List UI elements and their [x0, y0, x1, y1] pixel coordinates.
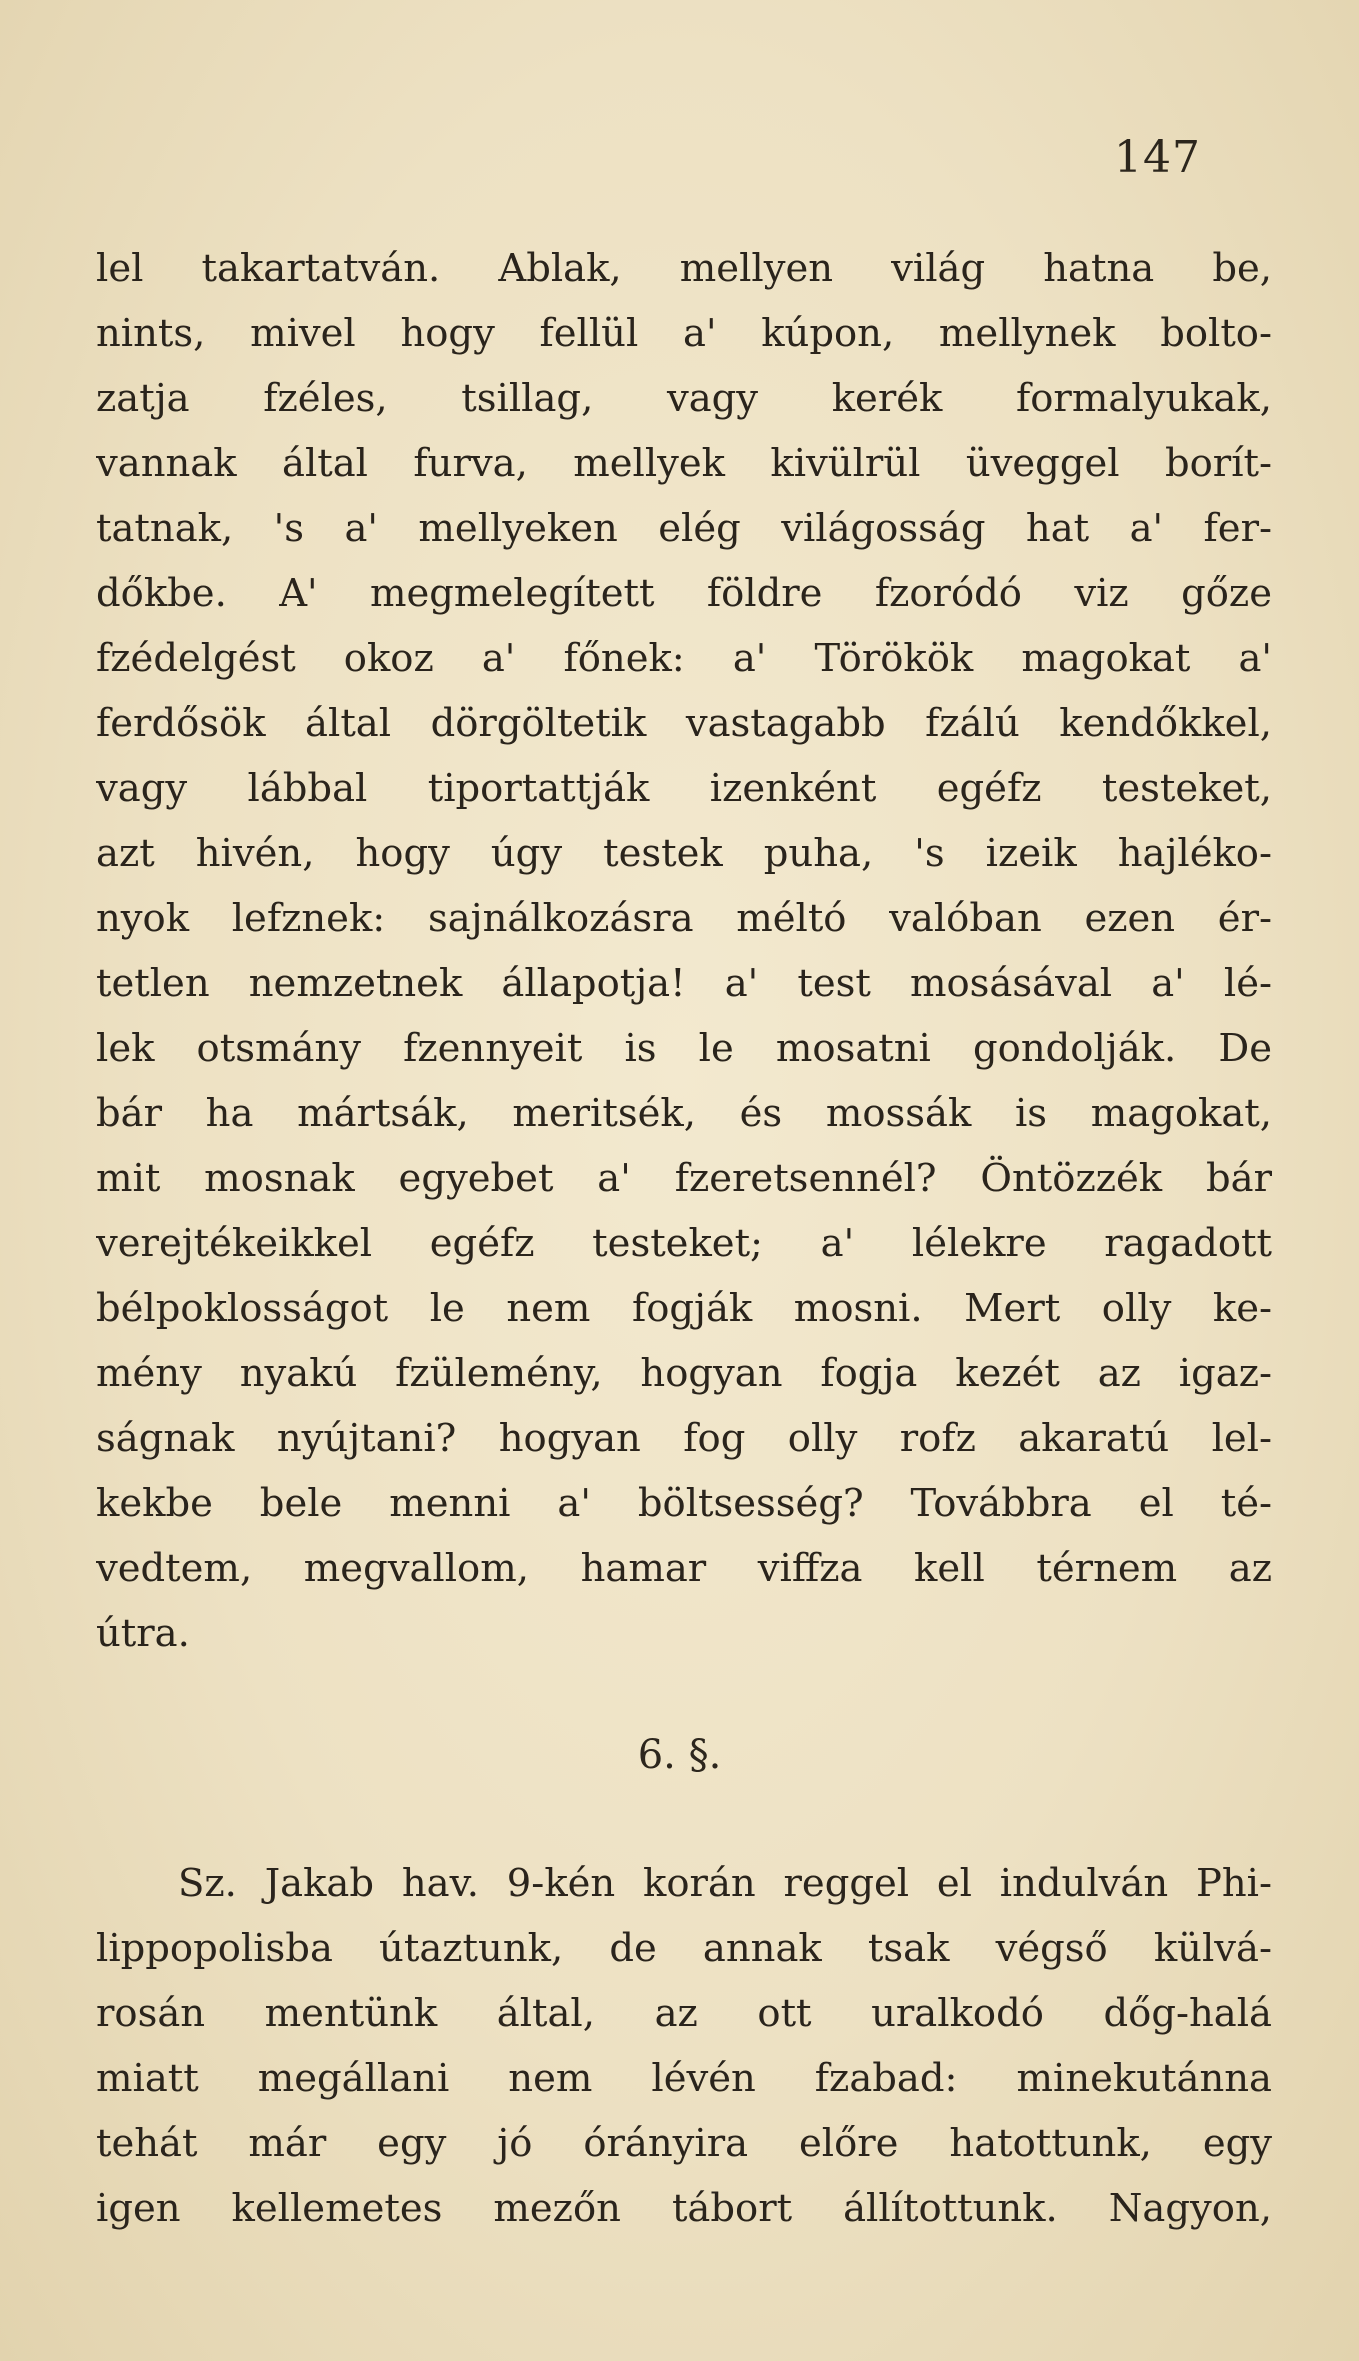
text-line: mény nyakú fzülemény, hogyan fogja kezét az igaz-: [96, 1351, 1272, 1396]
paragraph-2: [96, 1851, 1272, 2241]
text-line: miatt megállani nem lévén fzabad: minekutánna: [96, 2056, 1272, 2101]
text-line: vannak által furva, mellyek kivülrül üveggel borít-: [96, 441, 1272, 486]
text-line: rosán mentünk által, az ott uralkodó dőg-halá: [96, 1991, 1272, 2036]
text-line: zatja fzéles, tsillag, vagy kerék formalyukak,: [96, 376, 1272, 421]
text-line: kekbe bele menni a' böltsesség? Továbbra el té-: [96, 1481, 1272, 1526]
text-line: útra.: [96, 1611, 190, 1656]
text-line: vedtem, megvallom, hamar viffza kell térnem az: [96, 1546, 1272, 1591]
text-line: bár ha mártsák, meritsék, és mossák is magokat,: [96, 1091, 1272, 1136]
text-line: ságnak nyújtani? hogyan fog olly rofz akaratú lel-: [96, 1416, 1272, 1461]
text-line: fzédelgést okoz a' főnek: a' Törökök magokat a': [96, 636, 1272, 681]
text-line: tehát már egy jó órányira előre hatottunk, egy: [96, 2121, 1272, 2166]
text-line: bélpoklosságot le nem fogják mosni. Mert olly ke-: [96, 1286, 1272, 1331]
section-heading: 6. §.: [637, 1732, 722, 1778]
text-line: verejtékeikkel egéfz testeket; a' lélekre ragadott: [96, 1221, 1272, 1266]
text-line: tatnak, 's a' mellyeken elég világosság hat a' fer-: [96, 506, 1272, 551]
text-line: lippopolisba útaztunk, de annak tsak végső külvá-: [96, 1926, 1272, 1971]
text-line: azt hivén, hogy úgy testek puha, 's izeik hajléko-: [96, 831, 1272, 876]
text-line: tetlen nemzetnek állapotja! a' test mosásával a' lé-: [96, 961, 1272, 1006]
text-line: igen kellemetes mezőn tábort állítottunk. Nagyon,: [96, 2186, 1272, 2231]
text-line: vagy lábbal tiportattják izenként egéfz testeket,: [96, 766, 1272, 811]
text-line: lel takartatván. Ablak, mellyen világ hatna be,: [96, 246, 1272, 291]
paragraph-1: [96, 236, 1272, 1666]
text-line: ferdősök által dörgöltetik vastagabb fzálú kendőkkel,: [96, 701, 1272, 746]
text-line: nints, mivel hogy fellül a' kúpon, mellynek bolto-: [96, 311, 1272, 356]
text-line: nyok lefznek: sajnálkozásra méltó valóban ezen ér-: [96, 896, 1272, 941]
text-line: mit mosnak egyebet a' fzeretsennél? Öntözzék bár: [96, 1156, 1272, 1201]
text-line: Sz. Jakab hav. 9-kén korán reggel el indulván Phi-: [178, 1861, 1272, 1906]
text-line: dőkbe. A' megmelegített földre fzoródó viz gőze: [96, 571, 1272, 616]
page-number: 147: [1114, 132, 1201, 183]
text-line: lek otsmány fzennyeit is le mosatni gondolják. De: [96, 1026, 1272, 1071]
